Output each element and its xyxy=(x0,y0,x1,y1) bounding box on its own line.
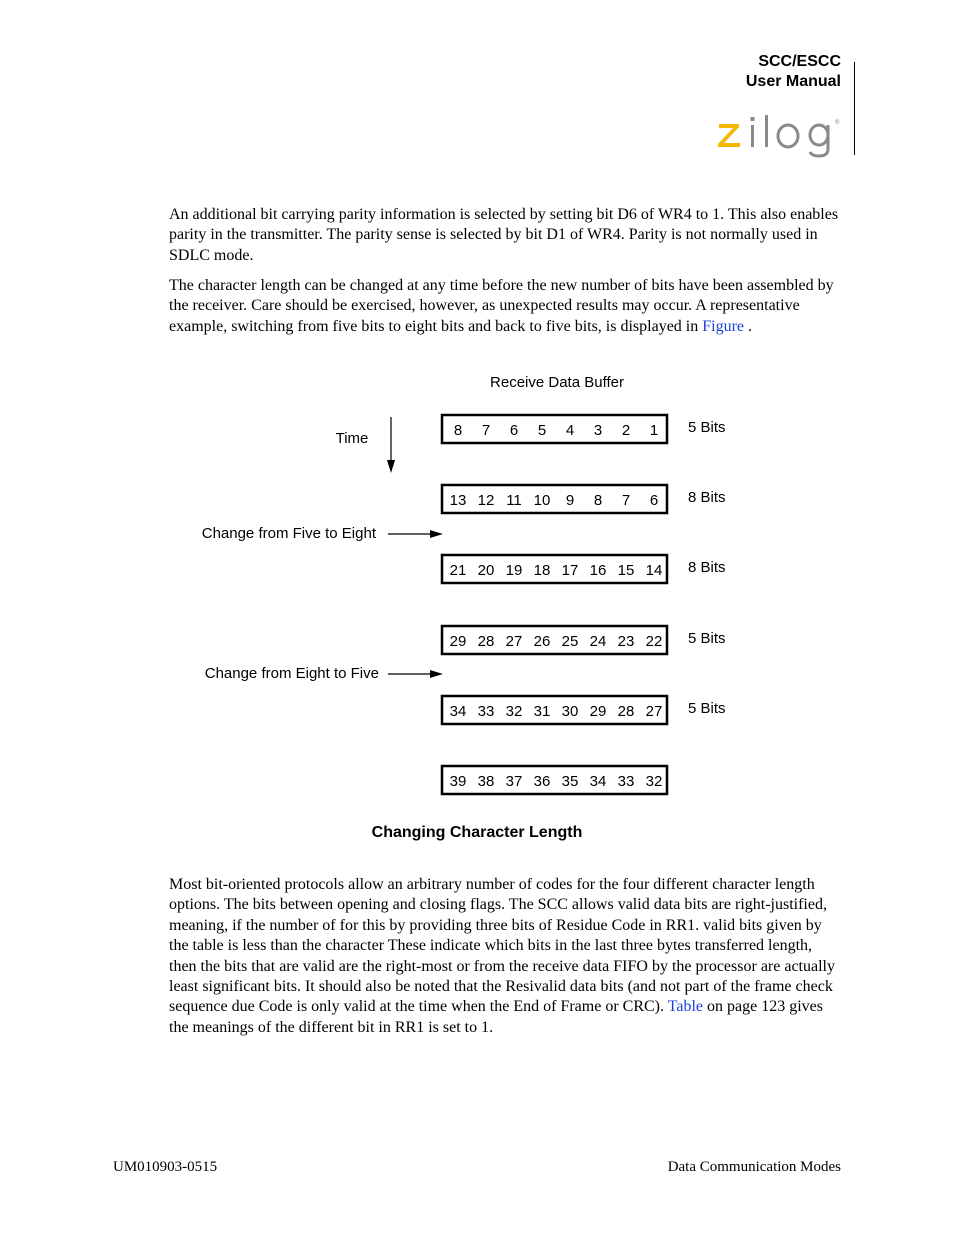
zilog-logo xyxy=(715,110,845,158)
buffer-bit-cell: 2 xyxy=(621,422,631,439)
buffer-bit-cell: 33 xyxy=(617,773,635,790)
buffer-bit-cell: 33 xyxy=(477,703,495,720)
buffer-row xyxy=(442,696,726,724)
buffer-bit-cell: 31 xyxy=(533,703,551,720)
buffer-bit-cell: 27 xyxy=(645,703,663,720)
buffer-bit-cell: 7 xyxy=(481,422,491,439)
buffer-bit-cell: 6 xyxy=(509,422,519,439)
buffer-row-box xyxy=(442,415,667,443)
buffer-bit-cell: 14 xyxy=(645,562,663,579)
change-eight-to-five-arrow xyxy=(388,670,443,678)
buffer-bit-cell: 7 xyxy=(621,492,631,509)
buffer-bit-cell: 23 xyxy=(617,633,635,650)
buffer-bit-cell: 30 xyxy=(561,703,579,720)
bit-count-label: 5 Bits xyxy=(688,700,726,717)
buffer-bit-cell: 35 xyxy=(561,773,579,790)
paragraph-character-length-text: The character length can be changed at any time before the new number of bits have been assembled by the receiver. Care should be exercised, however, as unexpected results may occur. A representative example, switching from five bits to eight bits and back to five bits, is displayed in xyxy=(169,277,834,335)
buffer-bit-cell: 28 xyxy=(477,633,495,650)
receive-data-buffer-label: Receive Data Buffer xyxy=(490,374,624,391)
buffer-bit-cell: 28 xyxy=(617,703,635,720)
buffer-bit-cell: 6 xyxy=(649,492,659,509)
buffer-bit-cell: 8 xyxy=(453,422,463,439)
buffer-bit-cell: 17 xyxy=(561,562,579,579)
buffer-row-box xyxy=(442,485,667,513)
footer-document-id: UM010903-0515 xyxy=(113,1159,218,1175)
header-title-line1: SCC/ESCC xyxy=(758,53,841,70)
buffer-bit-cell: 15 xyxy=(617,562,635,579)
bit-count-label: 5 Bits xyxy=(688,419,726,436)
change-eight-to-five-label: Change from Eight to Five xyxy=(204,665,379,682)
footer-section-name: Data Communication Modes xyxy=(667,1159,841,1175)
buffer-bit-cell: 16 xyxy=(589,562,607,579)
paragraph-residue-code-end: on page 123 gives the meanings of the different bit in RR1 is set to 1. xyxy=(169,998,824,1036)
buffer-bit-cell: 22 xyxy=(645,633,663,650)
buffer-bit-cell: 32 xyxy=(645,773,663,790)
buffer-row xyxy=(442,766,667,794)
document-header-title xyxy=(746,52,841,92)
receive-data-buffer-figure xyxy=(0,360,954,820)
buffer-bit-cell: 37 xyxy=(505,773,523,790)
buffer-bit-cell: 32 xyxy=(505,703,523,720)
buffer-bit-cell: 24 xyxy=(589,633,607,650)
buffer-row xyxy=(442,485,726,513)
paragraph-character-length xyxy=(169,276,841,337)
buffer-bit-cell: 3 xyxy=(593,422,603,439)
change-five-to-eight-label: Change from Five to Eight xyxy=(201,525,376,542)
time-arrow xyxy=(387,417,395,473)
buffer-bit-cell: 34 xyxy=(449,703,467,720)
buffer-bit-cell: 39 xyxy=(449,773,467,790)
buffer-bit-cell: 36 xyxy=(533,773,551,790)
table-link[interactable]: Table xyxy=(667,998,704,1016)
header-title-line2: User Manual xyxy=(745,73,841,90)
figure-link[interactable]: Figure xyxy=(702,317,745,335)
figure-caption: Changing Character Length xyxy=(371,824,583,841)
buffer-bit-cell: 21 xyxy=(449,562,467,579)
bit-count-label: 5 Bits xyxy=(688,630,726,647)
buffer-row xyxy=(442,415,726,443)
buffer-bit-cell: 13 xyxy=(449,492,467,509)
buffer-bit-cell: 4 xyxy=(565,422,575,439)
buffer-bit-cell: 19 xyxy=(505,562,523,579)
buffer-bit-cell: 9 xyxy=(565,492,575,509)
paragraph-character-length-end: . xyxy=(744,317,753,335)
paragraph-residue-code xyxy=(169,875,841,1038)
buffer-bit-cell: 25 xyxy=(561,633,579,650)
buffer-bit-cell: 8 xyxy=(593,492,603,509)
svg-text:®: ® xyxy=(835,120,840,126)
paragraph-residue-code-text: Most bit-oriented protocols allow an arbitrary number of codes for the four different character length options. The bits between opening and closing flags. The SCC allows valid data bits are right-justified, meaning, if the number of for this by providing three bits of Residue Code in RR1. valid bits given by the table is less than the character These indicate which bits in the last three bytes transferred length, then the bits that are valid are the right-most or from the receive data FIFO by the processor are actually least significant bits. It should also be noted that the Resivalid data bits (and not part of the frame check sequence due Code is only valid at the time when the End of Frame or CRC). xyxy=(169,876,835,1016)
buffer-bit-cell: 5 xyxy=(537,422,547,439)
buffer-bit-cell: 29 xyxy=(449,633,467,650)
bit-count-label: 8 Bits xyxy=(688,559,726,576)
buffer-bit-cell: 38 xyxy=(477,773,495,790)
time-label: Time xyxy=(335,430,369,447)
bit-count-label: 8 Bits xyxy=(688,489,726,506)
buffer-bit-cell: 34 xyxy=(589,773,607,790)
buffer-row xyxy=(442,555,726,583)
buffer-bit-cell: 1 xyxy=(649,422,659,439)
buffer-rows xyxy=(442,415,726,794)
buffer-bit-cell: 11 xyxy=(506,492,522,509)
header-divider xyxy=(854,62,855,155)
change-five-to-eight-arrow xyxy=(388,530,443,538)
buffer-bit-cell: 26 xyxy=(533,633,551,650)
paragraph-parity: An additional bit carrying parity information is selected by setting bit D6 of WR4 to 1. This also enables parity in the transmitter. The parity sense is selected by bit D1 of WR4. Parity is not normally used in SDLC mode. xyxy=(169,206,839,264)
buffer-bit-cell: 20 xyxy=(477,562,495,579)
buffer-row xyxy=(442,626,726,654)
buffer-bit-cell: 18 xyxy=(533,562,551,579)
buffer-bit-cell: 10 xyxy=(533,492,551,509)
buffer-bit-cell: 29 xyxy=(589,703,607,720)
buffer-bit-cell: 27 xyxy=(505,633,523,650)
buffer-bit-cell: 12 xyxy=(477,492,495,509)
